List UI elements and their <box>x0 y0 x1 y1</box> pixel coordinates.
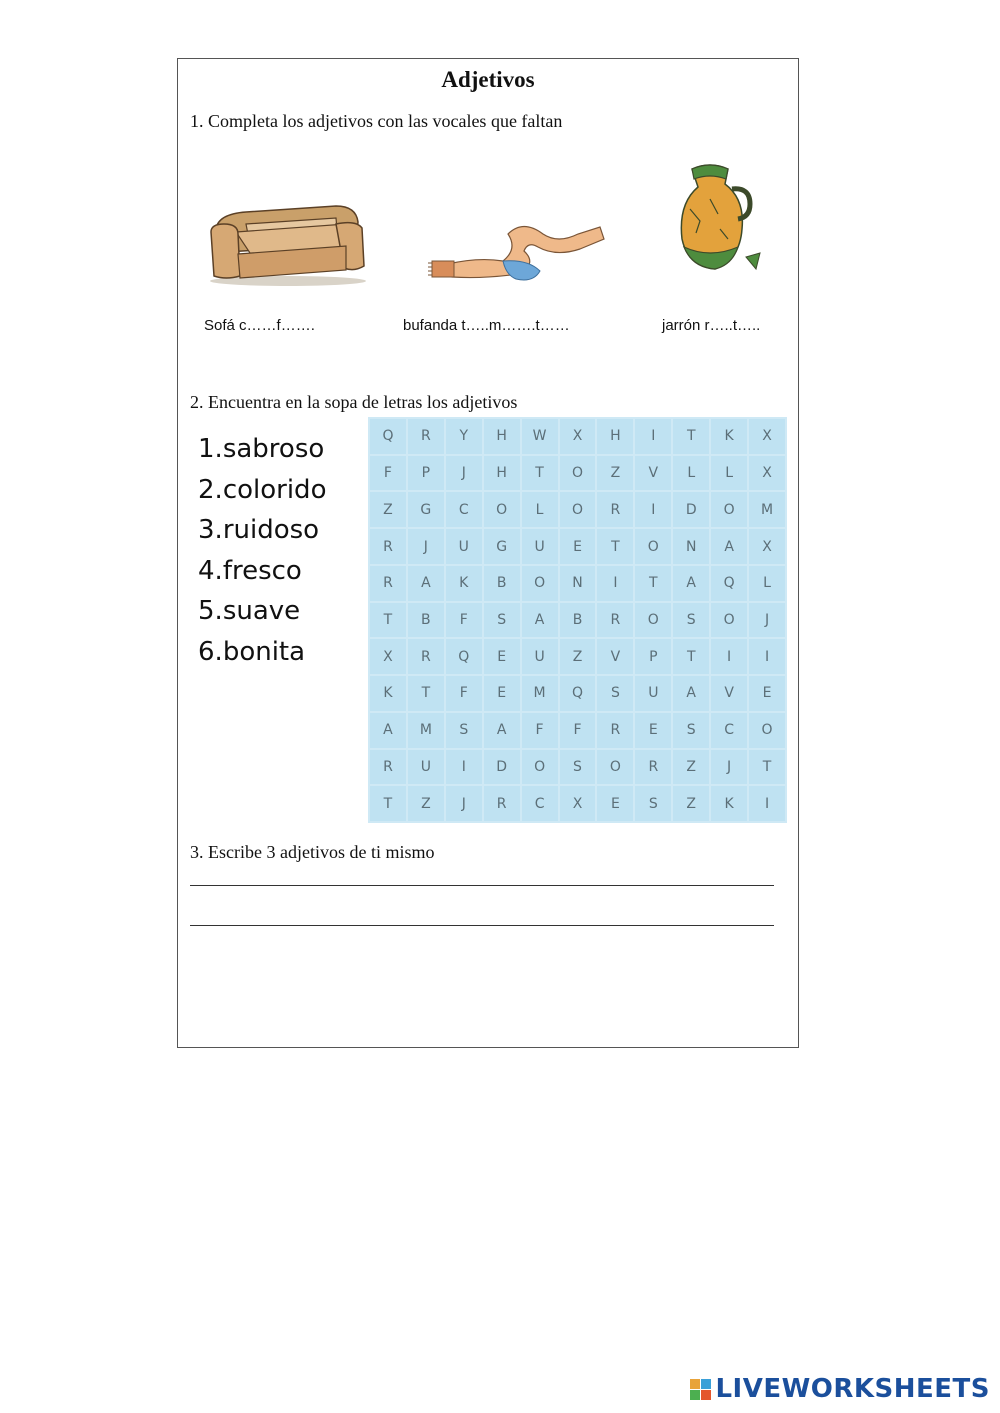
grid-cell[interactable]: O <box>635 529 671 564</box>
grid-cell[interactable]: I <box>711 639 747 674</box>
grid-cell[interactable]: T <box>673 419 709 454</box>
grid-cell[interactable]: O <box>484 492 520 527</box>
grid-cell[interactable]: A <box>370 713 406 748</box>
grid-cell[interactable]: E <box>635 713 671 748</box>
grid-cell[interactable]: V <box>597 639 633 674</box>
grid-cell[interactable]: Q <box>560 676 596 711</box>
worksheet-page <box>177 58 799 1048</box>
grid-cell[interactable]: N <box>673 529 709 564</box>
grid-cell[interactable]: S <box>560 750 596 785</box>
grid-cell[interactable]: F <box>370 456 406 491</box>
instruction-1: 1. Completa los adjetivos con las vocales que faltan <box>190 111 563 131</box>
grid-cell[interactable]: C <box>522 786 558 821</box>
grid-cell[interactable]: W <box>522 419 558 454</box>
grid-cell[interactable]: A <box>711 529 747 564</box>
grid-cell[interactable]: T <box>370 603 406 638</box>
grid-cell[interactable]: L <box>749 566 785 601</box>
answer-line-1[interactable] <box>190 885 774 886</box>
grid-cell[interactable]: K <box>446 566 482 601</box>
grid-cell[interactable]: D <box>484 750 520 785</box>
grid-cell[interactable]: A <box>484 713 520 748</box>
grid-cell[interactable]: F <box>560 713 596 748</box>
sofa-picture <box>206 184 371 289</box>
grid-cell[interactable]: R <box>597 603 633 638</box>
grid-cell[interactable]: V <box>711 676 747 711</box>
grid-cell[interactable]: I <box>635 492 671 527</box>
grid-cell[interactable]: Z <box>673 750 709 785</box>
grid-cell[interactable]: F <box>522 713 558 748</box>
grid-cell[interactable]: H <box>597 419 633 454</box>
grid-cell[interactable]: I <box>635 419 671 454</box>
grid-cell[interactable]: X <box>749 456 785 491</box>
grid-cell[interactable]: J <box>408 529 444 564</box>
grid-cell[interactable]: O <box>560 456 596 491</box>
instruction-3: 3. Escribe 3 adjetivos de ti mismo <box>190 842 435 862</box>
grid-cell[interactable]: R <box>597 492 633 527</box>
grid-cell[interactable]: A <box>673 566 709 601</box>
grid-cell[interactable]: R <box>597 713 633 748</box>
list-item <box>198 429 326 470</box>
grid-cell[interactable]: P <box>408 456 444 491</box>
grid-cell[interactable]: N <box>560 566 596 601</box>
grid-cell[interactable]: X <box>560 419 596 454</box>
grid-cell[interactable]: P <box>635 639 671 674</box>
list-item <box>198 551 326 592</box>
grid-cell[interactable]: T <box>370 786 406 821</box>
grid-cell[interactable]: E <box>484 639 520 674</box>
grid-cell[interactable]: H <box>484 456 520 491</box>
grid-cell[interactable]: O <box>711 603 747 638</box>
list-item <box>198 591 326 632</box>
word-number: 1. <box>198 434 223 464</box>
grid-cell[interactable]: B <box>484 566 520 601</box>
grid-cell[interactable]: J <box>446 786 482 821</box>
grid-cell[interactable]: T <box>408 676 444 711</box>
word: ruidoso <box>222 515 320 546</box>
word-number: 4. <box>198 555 223 586</box>
border-gap <box>800 307 812 357</box>
grid-cell[interactable]: L <box>711 456 747 491</box>
grid-cell[interactable]: G <box>484 529 520 564</box>
grid-cell[interactable]: J <box>749 603 785 638</box>
list-item <box>198 632 326 673</box>
grid-cell[interactable]: J <box>446 456 482 491</box>
grid-cell[interactable]: R <box>408 639 444 674</box>
word: suave <box>222 596 301 627</box>
grid-cell[interactable]: O <box>749 713 785 748</box>
grid-cell[interactable]: Z <box>560 639 596 674</box>
grid-cell[interactable]: D <box>673 492 709 527</box>
grid-cell[interactable]: Q <box>711 566 747 601</box>
grid-cell[interactable]: Q <box>446 639 482 674</box>
grid-cell[interactable]: M <box>408 713 444 748</box>
grid-cell[interactable]: B <box>560 603 596 638</box>
word: colorido <box>222 474 327 505</box>
grid-cell[interactable]: V <box>635 456 671 491</box>
grid-cell[interactable]: S <box>446 713 482 748</box>
instruction-2: 2. Encuentra en la sopa de letras los adjetivos <box>190 392 518 412</box>
page-title: Adjetivos <box>441 67 535 92</box>
grid-cell[interactable]: T <box>522 456 558 491</box>
word-number: 3. <box>198 515 223 546</box>
grid-cell[interactable]: B <box>408 603 444 638</box>
grid-cell[interactable]: E <box>597 786 633 821</box>
grid-cell[interactable]: R <box>370 566 406 601</box>
liveworksheets-logo-icon <box>690 1379 711 1400</box>
grid-cell[interactable]: A <box>408 566 444 601</box>
word-list <box>198 429 326 673</box>
grid-cell[interactable]: X <box>560 786 596 821</box>
grid-cell[interactable]: K <box>711 419 747 454</box>
grid-cell[interactable]: X <box>749 419 785 454</box>
grid-cell[interactable]: T <box>749 750 785 785</box>
grid-cell[interactable]: O <box>597 750 633 785</box>
grid-cell[interactable]: S <box>673 713 709 748</box>
grid-cell[interactable]: Z <box>370 492 406 527</box>
grid-cell[interactable]: J <box>711 750 747 785</box>
word: fresco <box>222 555 302 586</box>
grid-cell[interactable]: K <box>711 786 747 821</box>
word: bonita <box>222 636 306 667</box>
grid-cell[interactable]: K <box>370 676 406 711</box>
grid-cell[interactable]: Z <box>673 786 709 821</box>
scarf-picture <box>428 209 608 289</box>
word-number: 6. <box>198 636 223 667</box>
grid-cell[interactable]: E <box>749 676 785 711</box>
grid-cell[interactable]: M <box>522 676 558 711</box>
grid-cell[interactable]: Q <box>370 419 406 454</box>
grid-cell[interactable]: Y <box>446 419 482 454</box>
grid-cell[interactable]: F <box>446 603 482 638</box>
liveworksheets-watermark <box>690 1374 990 1404</box>
grid-cell[interactable]: G <box>408 492 444 527</box>
word-number: 5. <box>198 596 223 627</box>
grid-cell[interactable]: I <box>749 786 785 821</box>
grid-cell[interactable]: I <box>446 750 482 785</box>
grid-cell[interactable]: O <box>522 566 558 601</box>
grid-cell[interactable]: X <box>749 529 785 564</box>
grid-cell[interactable]: U <box>408 750 444 785</box>
grid-cell[interactable]: I <box>749 639 785 674</box>
grid-cell[interactable]: O <box>522 750 558 785</box>
grid-cell[interactable]: A <box>673 676 709 711</box>
grid-cell[interactable]: L <box>673 456 709 491</box>
grid-cell[interactable]: E <box>484 676 520 711</box>
grid-cell[interactable]: C <box>711 713 747 748</box>
list-item <box>198 510 326 551</box>
grid-cell[interactable]: M <box>749 492 785 527</box>
grid-cell[interactable]: R <box>484 786 520 821</box>
vase-picture <box>670 159 770 289</box>
grid-cell[interactable]: E <box>560 529 596 564</box>
word-number: 2. <box>198 474 223 505</box>
list-item <box>198 470 326 511</box>
grid-cell[interactable]: S <box>484 603 520 638</box>
grid-cell[interactable]: R <box>370 750 406 785</box>
grid-cell[interactable]: T <box>635 566 671 601</box>
grid-cell[interactable]: R <box>635 750 671 785</box>
grid-cell[interactable]: C <box>446 492 482 527</box>
grid-cell[interactable]: R <box>408 419 444 454</box>
grid-cell[interactable]: Z <box>408 786 444 821</box>
grid-cell[interactable]: Z <box>597 456 633 491</box>
grid-cell[interactable]: A <box>522 603 558 638</box>
watermark-text: LIVEWORKSHEETS <box>715 1374 990 1404</box>
grid-cell[interactable]: I <box>597 566 633 601</box>
grid-cell[interactable]: O <box>635 603 671 638</box>
grid-cell[interactable]: R <box>370 529 406 564</box>
word-search-grid <box>368 417 787 823</box>
grid-cell[interactable]: X <box>370 639 406 674</box>
vase-caption: jarrón r…..t….. <box>662 317 761 334</box>
grid-cell[interactable]: O <box>711 492 747 527</box>
grid-cell[interactable]: U <box>522 529 558 564</box>
grid-cell[interactable]: U <box>522 639 558 674</box>
grid-cell[interactable]: H <box>484 419 520 454</box>
grid-cell[interactable]: T <box>597 529 633 564</box>
grid-cell[interactable]: S <box>597 676 633 711</box>
scarf-caption: bufanda t…..m…….t…… <box>403 317 570 334</box>
grid-cell[interactable]: S <box>673 603 709 638</box>
sofa-caption: Sofá c……f……. <box>204 317 315 334</box>
grid-cell[interactable]: U <box>635 676 671 711</box>
grid-cell[interactable]: S <box>635 786 671 821</box>
grid-cell[interactable]: F <box>446 676 482 711</box>
word: sabroso <box>222 434 325 464</box>
grid-cell[interactable]: T <box>673 639 709 674</box>
grid-cell[interactable]: U <box>446 529 482 564</box>
answer-line-2[interactable] <box>190 925 774 926</box>
grid-cell[interactable]: L <box>522 492 558 527</box>
grid-cell[interactable]: O <box>560 492 596 527</box>
